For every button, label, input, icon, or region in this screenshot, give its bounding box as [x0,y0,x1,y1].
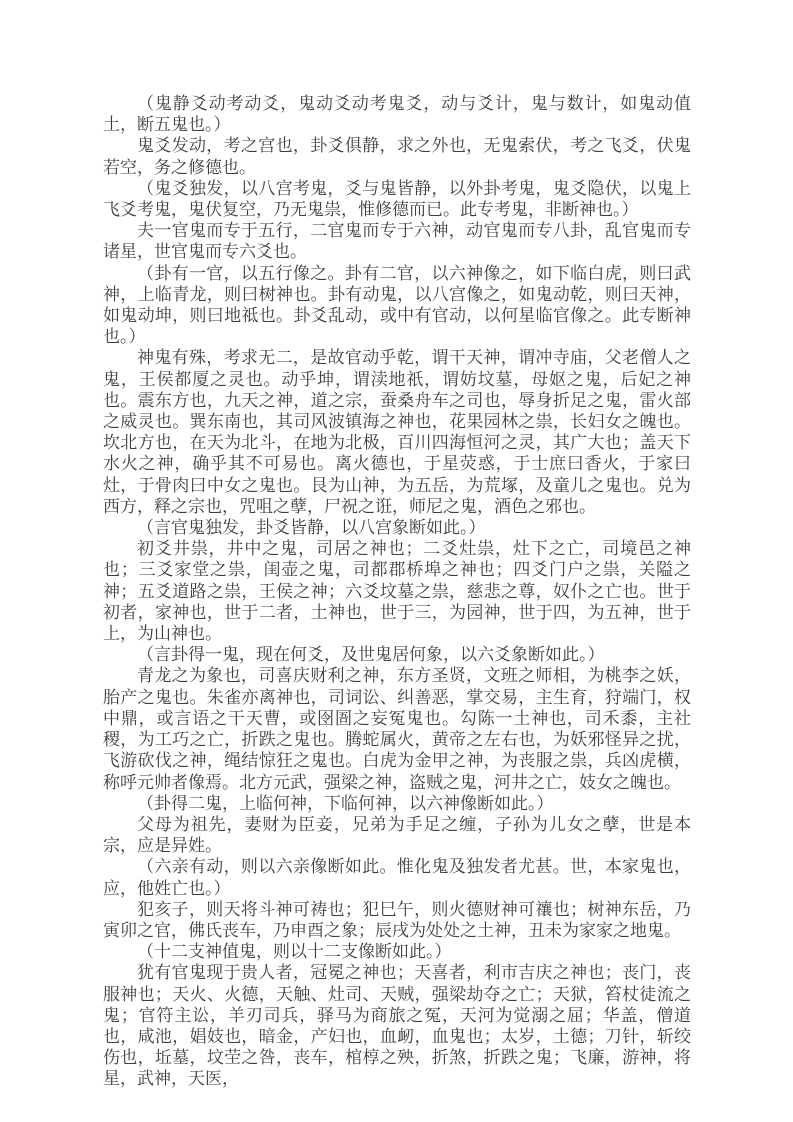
note-paragraph: （卦得二鬼，上临何神，下临何神，以六神像断如此。） [137,793,554,813]
note-paragraph: （言官鬼独发，卦爻皆静，以八宫象断如此。） [137,518,486,538]
note-paragraph: （卦有一官，以五行像之。卦有二官，以六神像之，如下临白虎，则曰武神，上临青龙，则曰树神也。卦有动鬼，以八宫像之，如鬼动乾，则曰天神，如鬼动坤，则曰地祗也。卦爻乱动，或中有官动，以何星临官像之。此专断神也。） [103,263,691,347]
note-paragraph: （六亲有动，则以六亲像断如此。惟化鬼及独发者尤甚。世，本家鬼也，应，他姓亡也。） [103,857,691,898]
note-paragraph: （鬼静爻动考动爻，鬼动爻动考鬼爻，动与爻计，鬼与数计，如鬼动值土，断五鬼也。） [103,94,691,135]
body-paragraph: 鬼爻发动，考之宫也，卦爻俱静，求之外也，无鬼索伏，考之飞爻，伏鬼若空，务之修德也。 [103,136,691,177]
body-paragraph: 神鬼有殊，考求无二，是故官动乎乾，谓干天神，谓冲寺庙，父老僧人之鬼，王侯都厦之灵也。动乎坤，谓渎地祇，谓妨坟墓，母妪之鬼，后妃之神也。震东方也，九天之神，道之宗，蚕桑舟车之司也，辱身折足之鬼，雷火部之威灵也。巽东南也，其司风波镇海之神也，花果园林之祟，长妇女之魄也。坎北方也，在天为北斗，在地为北极，百川四海恒河之灵，其广大也；盖天下水火之神，确乎其不可易也。离火德也，于星荧惑，于士庶曰香火，于家曰灶，于骨肉曰中女之鬼也。艮为山神，为五岳，为荒塚，及童儿之鬼也。兑为西方，释之宗也，咒咀之孽，尸祝之诳，师尼之鬼，酒色之邪也。 [103,348,691,516]
text-block [103,93,691,1090]
body-paragraph: 夫一官鬼而专于五行，二官鬼而专于六神，动官鬼而专八卦，乱官鬼而专诸星，世官鬼而专六爻也。 [103,221,691,262]
body-paragraph: 父母为祖先，妻财为臣妾，兄弟为手足之缠，子孙为儿女之孽，世是本宗，应是异姓。 [103,814,691,856]
body-paragraph: 初爻井祟，井中之鬼，司居之神也；二爻灶祟，灶下之亡，司境邑之神也；三爻家堂之祟，闺壶之鬼，司都郡桥埠之神也；四爻门户之祟，关隘之神；五爻道路之祟，王侯之神；六爻坟墓之祟，慈悲之尊，奴仆之亡也。世于初者，家神也，世于二者，土神也，世于三，为园神，世于四，为五神，世于上，为山神也。 [103,539,691,644]
note-paragraph: （言卦得一鬼，现在何爻，及世鬼居何象，以六爻象断如此。） [137,645,605,665]
body-paragraph: 犹有官鬼现于贵人者，冠冕之神也；天喜者，利市吉庆之神也；丧门，丧服神也；天火、火德，天触、灶司、天贼，强梁劫夺之亡；天狱，笞杖徒流之鬼；官符主讼，羊刃司兵，驿马为商旅之冤，天河为觉溺之屈；华盖，僧道也，咸池，娼妓也，暗金，产妇也，血衂，血鬼也；太岁，土德；刀针，斩绞伤也，坵墓，坟茔之咎，丧车，棺椁之殃，折煞，折跌之鬼；飞廉，游神，将星，武神，天医， [103,963,691,1089]
note-paragraph: （鬼爻独发，以八宫考鬼，爻与鬼皆静，以外卦考鬼，鬼爻隐伏，以鬼上飞爻考鬼，鬼伏复空，乃无鬼祟，惟修德而已。此专考鬼，非断神也。） [103,178,691,220]
note-paragraph: （十二支神值鬼，则以十二支像断如此。） [137,942,452,962]
body-paragraph: 青龙之为象也，司喜庆财利之神，东方圣贤，文班之师相，为桃李之妖，胎产之鬼也。朱雀亦离神也，司词讼、纠善恶，掌交易，主生育，狩端门，权中鼎，或言语之干天曹，或囹圄之妄冤鬼也。勾陈一土神也，司禾黍，主社稷，为工巧之亡，折跌之鬼也。腾蛇属火，黄帝之左右也，为妖邪怪异之扰，飞游砍伐之神，绳结惊狂之鬼也。白虎为金甲之神，为丧服之祟，兵凶虎横，称呼元帅者像焉。北方元武，强梁之神，盗贼之鬼，河井之亡，妓女之魄也。 [103,666,691,792]
body-paragraph: 犯亥子，则天将斗神可祷也；犯巳午，则火德财神可禳也；树神东岳，乃寅卯之官，佛氏丧车，乃申酉之象；辰戌为处处之土神，丑未为家家之地鬼。 [103,899,691,940]
